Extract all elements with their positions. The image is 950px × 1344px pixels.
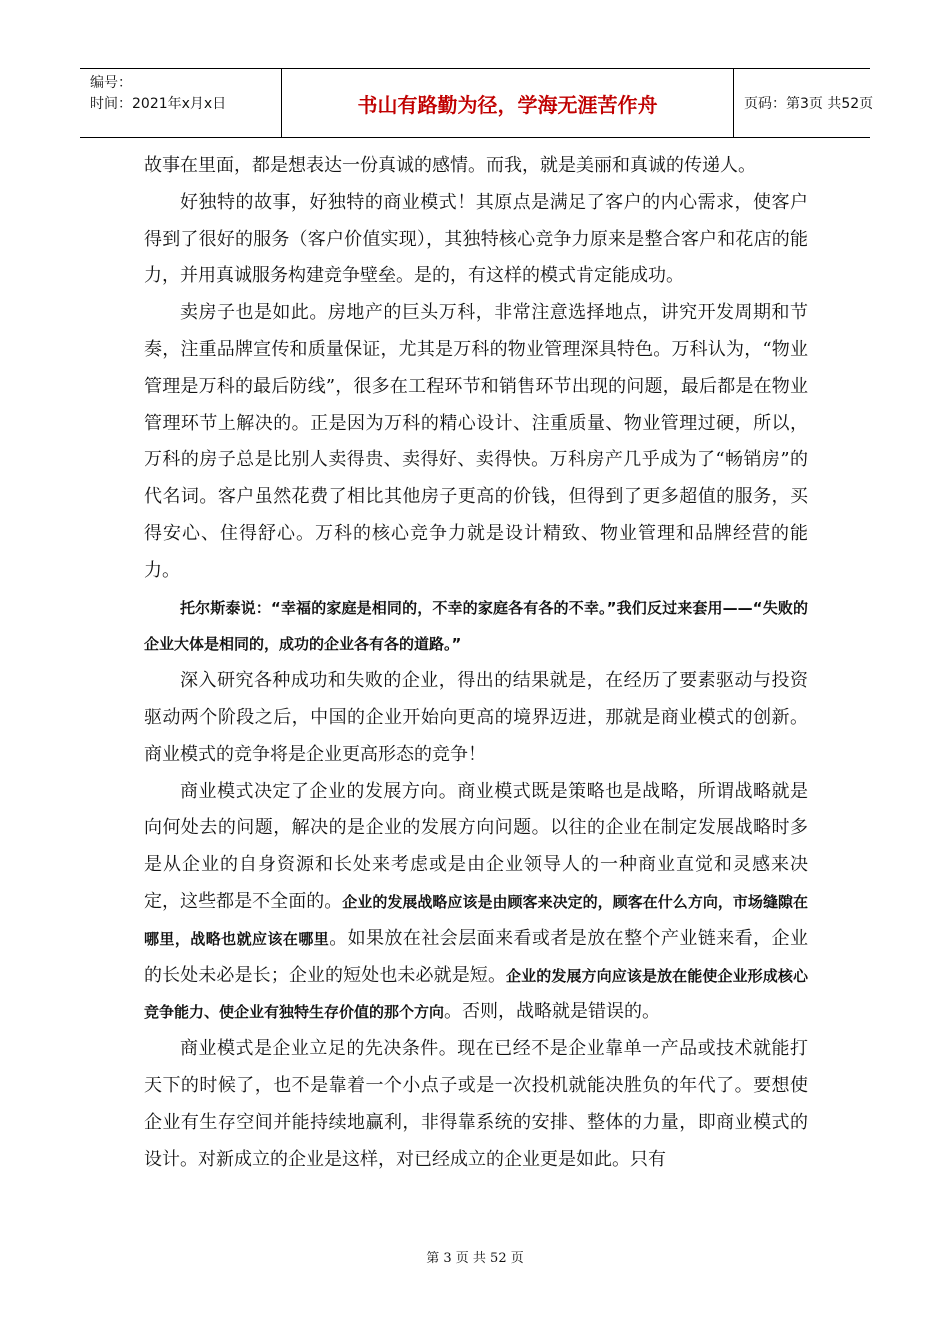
bold-emphasis: 企业的发展方向应该是放在能使企业形成核心竞争能力、使企业有独特生存价值的那个方向	[144, 966, 808, 1022]
paragraph: 故事在里面，都是想表达一份真诚的感情。而我，就是美丽和真诚的传递人。	[144, 155, 756, 176]
header-meta	[80, 69, 282, 137]
paragraph-text: 商业模式决定了企业的发展方向。商业模式既是策略也是战略，所谓战略就是向何处去的问题，解决的是企业的发展方向问题。以往的企业在制定发展战略时多是从企业的自身资源和长处来考虑或是由企业领导人的一种商业直觉和灵感来决定，这些都是不全面的。	[144, 780, 808, 912]
number-label: 编号：	[90, 75, 132, 91]
time-label: 时间：2021年x月x日	[90, 96, 227, 112]
header-page-cell	[734, 69, 874, 137]
tolstoy-quote-paragraph: 托尔斯泰说：“幸福的家庭是相同的，不幸的家庭各有各的不幸。”我们反过来套用——“失败的企业大体是相同的，成功的企业各有各的道路。”	[144, 598, 808, 654]
motto: 书山有路勤为径，学海无涯苦作舟	[357, 92, 658, 117]
page-header	[80, 68, 874, 138]
paragraph-text: 。否则，战略就是错误的。	[444, 1001, 661, 1023]
strategy-paragraph	[144, 774, 808, 1032]
page-info: 页码：第3页 共52页	[744, 96, 874, 112]
paragraph-text: 。如果放在社会层面来看或者是放在整个产业链来看，企业的长处未必是长；企业的短处也未必就是短。	[144, 927, 808, 986]
paragraph: 深入研究各种成功和失败的企业，得出的结果就是，在经历了要素驱动与投资驱动两个阶段之后，中国的企业开始向更高的境界迈进，那就是商业模式的创新。商业模式的竞争将是企业更高形态的竞争！	[144, 670, 808, 765]
bold-emphasis: 企业的发展战略应该是由顾客来决定的，顾客在什么方向，市场缝隙在哪里，战略也就应该在哪里	[144, 892, 808, 948]
page-footer: 第 3 页 共 52 页	[426, 1251, 524, 1266]
paragraph: 卖房子也是如此。房地产的巨头万科，非常注意选择地点，讲究开发周期和节奏，注重品牌宣传和质量保证，尤其是万科的物业管理深具特色。万科认为，“物业管理是万科的最后防线”，很多在工程环节和销售环节出现的问题，最后都是在物业管理环节上解决的。正是因为万科的精心设计、注重质量、物业管理过硬，所以，万科的房子总是比别人卖得贵、卖得好、卖得快。万科房产几乎成为了“畅销房”的代名词。客户虽然花费了相比其他房子更高的价钱，但得到了更多超值的服务，买得安心、住得舒心。万科的核心竞争力就是设计精致、物业管理和品牌经营的能力。	[144, 302, 808, 581]
paragraph: 好独特的故事，好独特的商业模式！其原点是满足了客户的内心需求，使客户得到了很好的服务（客户价值实现），其独特核心竞争力原来是整合客户和花店的能力，并用真诚服务构建竞争壁垒。是的，有这样的模式肯定能成功。	[144, 191, 808, 287]
paragraph: 商业模式是企业立足的先决条件。现在已经不是企业靠单一产品或技术就能打天下的时候了，也不是靠着一个小点子或是一次投机就能决胜负的年代了。要想使企业有生存空间并能持续地赢利，非得靠系统的安排、整体的力量，即商业模式的设计。对新成立的企业是这样，对已经成立的企业更是如此。只有	[144, 1038, 808, 1170]
header-motto-cell	[282, 69, 734, 137]
document-body	[144, 148, 808, 1178]
